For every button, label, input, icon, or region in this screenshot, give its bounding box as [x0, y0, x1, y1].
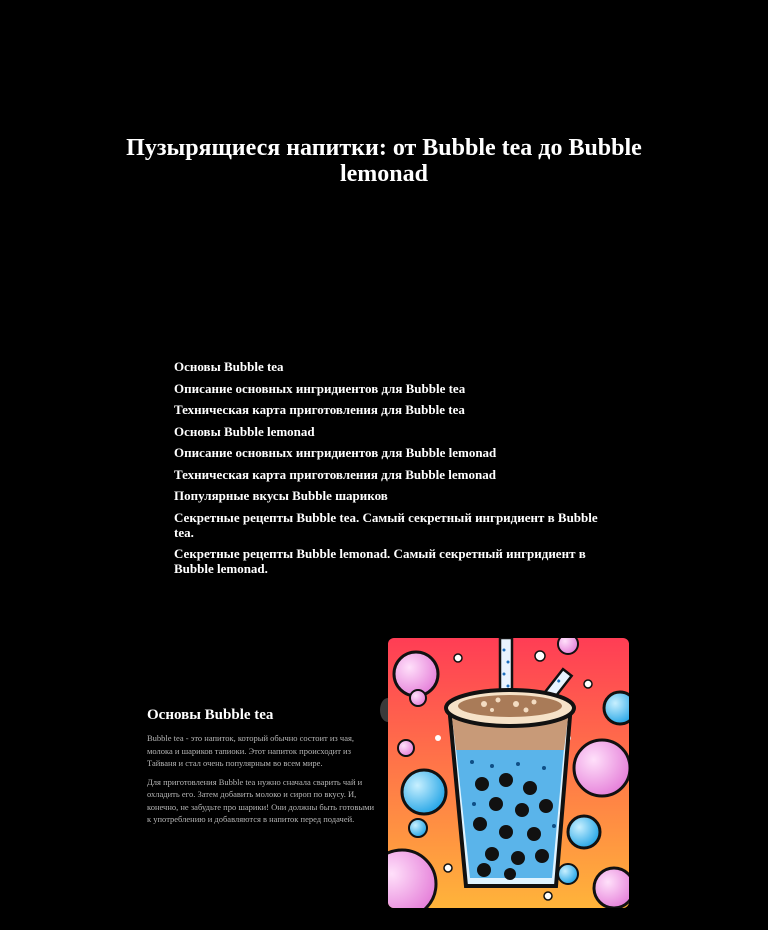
- section-body: [147, 732, 377, 832]
- bubble-tea-icon: [388, 638, 629, 908]
- toc-item[interactable]: Основы Bubble tea: [174, 359, 284, 374]
- toc-item[interactable]: Описание основных ингридиентов для Bubble tea: [174, 380, 466, 396]
- toc-item[interactable]: Основы Bubble lemonad: [174, 423, 315, 439]
- toc-item[interactable]: Секретные рецепты Bubble lemonad. Самый секретный ингридиент в Bubble lemonad.: [174, 546, 586, 576]
- section-paragraph: Bubble tea - это напиток, который обычно состоит из чая, молока и шариков тапиоки. Этот напиток происходит из Тайваня и стал очень популярным во всем мире.: [147, 733, 355, 768]
- toc-item[interactable]: Техническая карта приготовления для Bubble tea: [174, 402, 465, 417]
- bubble-tea-cup-illustration: [388, 638, 629, 908]
- section-paragraph: Для приготовления Bubble tea нужно сначала сварить чай и охладить его. Затем добавить молоко и сироп по вкусу. И, конечно, не забудьте про шарики! Они должны быть готовыми к употреблению и добавляются в напиток перед подачей.: [147, 776, 375, 824]
- page-title: Пузырящиеся напитки: от Bubble tea до Bubble lemonad: [126, 135, 642, 187]
- table-of-contents: [174, 359, 614, 583]
- section-title: Основы Bubble tea: [147, 707, 274, 723]
- toc-item[interactable]: Секретные рецепты Bubble tea. Самый секретный ингридиент в Bubble tea.: [174, 509, 598, 540]
- toc-item[interactable]: Техническая карта приготовления для Bubble lemonad: [174, 466, 496, 482]
- toc-item[interactable]: Популярные вкусы Bubble шариков: [174, 488, 388, 503]
- toc-item[interactable]: Описание основных ингридиентов для Bubble lemonad: [174, 445, 497, 460]
